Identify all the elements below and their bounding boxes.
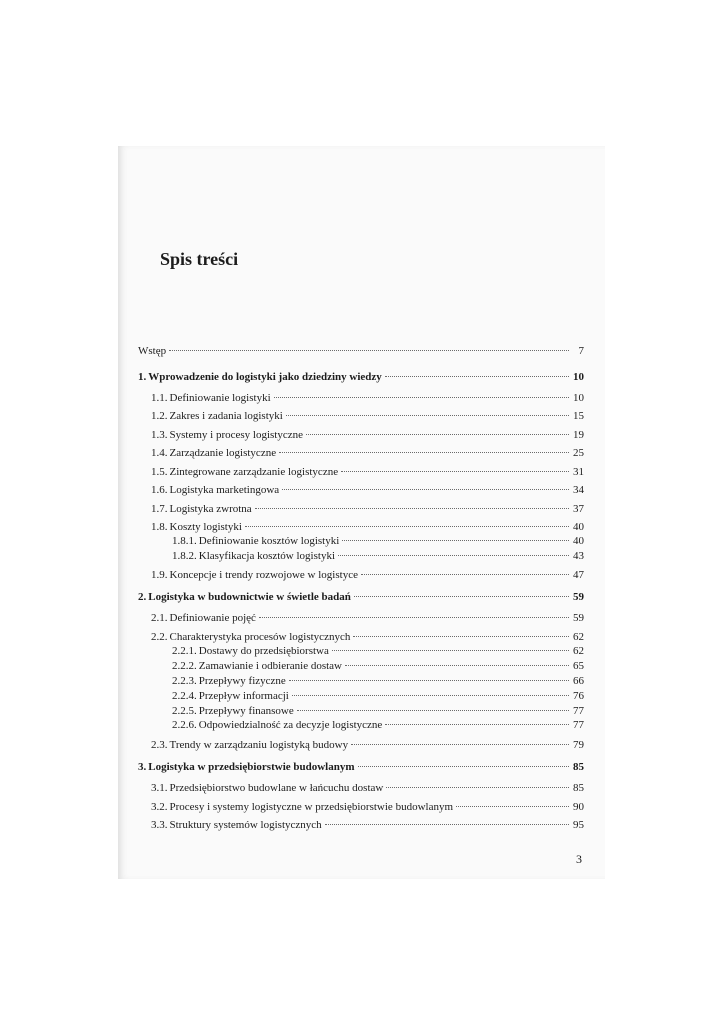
toc-entry-label: Wprowadzenie do logistyki jako dziedziny wiedzy: [148, 371, 382, 383]
toc-entry-page: 10: [573, 371, 584, 383]
toc-entry-page: 40: [573, 521, 584, 533]
toc-entry-label: Koncepcje i trendy rozwojowe w logistyce: [169, 569, 358, 581]
toc-leader-dots: [351, 744, 569, 745]
toc-leader-dots: [342, 540, 569, 541]
toc-entry-2-2-6: [172, 718, 584, 732]
toc-entry-number: 1.8.1.: [172, 535, 197, 547]
toc-entry-page: 15: [573, 410, 584, 422]
toc-entry-number: 1.3.: [151, 429, 168, 441]
toc-entry-label: Zakres i zadania logistyki: [169, 410, 283, 422]
toc-entry-number: 1.5.: [151, 466, 168, 478]
toc-entry-page: 59: [573, 591, 584, 603]
toc-entry-2-2-3: [172, 674, 584, 688]
toc-entry-label: Systemy i procesy logistyczne: [169, 429, 304, 441]
toc-entry-page: 47: [573, 569, 584, 581]
toc-entry-label: Struktury systemów logistycznych: [169, 819, 322, 831]
toc-leader-dots: [297, 710, 569, 711]
toc-chapter-3: [138, 760, 584, 774]
toc-entry-label: Przepływy fizyczne: [198, 675, 286, 687]
toc-entry-page: 10: [573, 392, 584, 404]
toc-entry-page: 85: [573, 761, 584, 773]
toc-entry-number: 3.2.: [151, 801, 168, 813]
toc-leader-dots: [385, 376, 569, 377]
toc-entry-number: 3.3.: [151, 819, 168, 831]
toc-entry-1-3: [151, 428, 584, 442]
toc-entry-label: Przepływy finansowe: [198, 705, 294, 717]
toc-entry-3-3: [151, 818, 584, 832]
toc-leader-dots: [245, 526, 569, 527]
toc-entry-label: Zintegrowane zarządzanie logistyczne: [169, 466, 339, 478]
toc-entry-number: 2.2.4.: [172, 690, 197, 702]
toc-entry-page: 7: [578, 345, 584, 357]
toc-leader-dots: [456, 806, 569, 807]
toc-entry-3-2: [151, 800, 584, 814]
toc-entry-number: 3.1.: [151, 782, 168, 794]
toc-leader-dots: [338, 555, 569, 556]
toc-entry-1-1: [151, 391, 584, 405]
toc-leader-dots: [274, 397, 569, 398]
toc-entry-number: 2.2.3.: [172, 675, 197, 687]
toc-leader-dots: [279, 452, 569, 453]
toc-leader-dots: [286, 415, 569, 416]
toc-leader-dots: [385, 724, 569, 725]
toc-entry-2-2-4: [172, 689, 584, 703]
toc-entry-page: 90: [573, 801, 584, 813]
toc-entry-label: Przedsiębiorstwo budowlane w łańcuchu dostaw: [169, 782, 384, 794]
toc-entry-number: 1.6.: [151, 484, 168, 496]
toc-entry-2-2-5: [172, 704, 584, 718]
toc-leader-dots: [289, 680, 569, 681]
toc-entry-page: 77: [573, 705, 584, 717]
toc-entry-1-7: [151, 502, 584, 516]
toc-entry-page: 62: [573, 645, 584, 657]
toc-leader-dots: [292, 695, 569, 696]
toc-leader-dots: [361, 574, 569, 575]
toc-entry-1-6: [151, 483, 584, 497]
toc-entry-2-2-1: [172, 644, 584, 658]
toc-entry-page: 85: [573, 782, 584, 794]
toc-entry-page: 19: [573, 429, 584, 441]
toc-entry-label: Charakterystyka procesów logistycznych: [169, 631, 351, 643]
toc-leader-dots: [358, 766, 569, 767]
toc-entry-number: 1.9.: [151, 569, 168, 581]
toc-entry-1-8: [151, 520, 584, 534]
toc-entry-page: 43: [573, 550, 584, 562]
toc-entry-number: 1.1.: [151, 392, 168, 404]
toc-entry-page: 77: [573, 719, 584, 731]
toc-entry-number: 2.2.5.: [172, 705, 197, 717]
toc-entry-number: 2.2.6.: [172, 719, 197, 731]
toc-leader-dots: [325, 824, 569, 825]
toc-entry-1-8-1: [172, 534, 584, 548]
toc-entry-number: 1.4.: [151, 447, 168, 459]
toc-entry-3-1: [151, 781, 584, 795]
toc-leader-dots: [332, 650, 569, 651]
toc-entry-1-2: [151, 409, 584, 423]
toc-entry-number: 1.8.: [151, 521, 168, 533]
toc-entry-page: 62: [573, 631, 584, 643]
toc-entry-number: 1.: [138, 371, 147, 383]
toc-entry-1-5: [151, 465, 584, 479]
toc-entry-label: Koszty logistyki: [169, 521, 242, 533]
toc-entry-page: 31: [573, 466, 584, 478]
toc-entry-label: Trendy w zarządzaniu logistyką budowy: [169, 739, 349, 751]
page-number: 3: [576, 852, 582, 866]
toc-entry-label: Zamawianie i odbieranie dostaw: [198, 660, 343, 672]
toc-entry-label: Przepływ informacji: [198, 690, 289, 702]
toc-entry-intro: [138, 344, 584, 358]
toc-leader-dots: [259, 617, 569, 618]
toc-entry-number: 2.2.: [151, 631, 168, 643]
toc-entry-label: Wstęp: [138, 345, 167, 357]
toc-entry-page: 40: [573, 535, 584, 547]
toc-entry-label: Definiowanie logistyki: [169, 392, 271, 404]
toc-entry-number: 1.8.2.: [172, 550, 197, 562]
toc-leader-dots: [169, 350, 569, 351]
toc-entry-2-2-2: [172, 659, 584, 673]
toc-entry-page: 95: [573, 819, 584, 831]
toc-entry-2-3: [151, 738, 584, 752]
toc-entry-label: Definiowanie kosztów logistyki: [198, 535, 340, 547]
toc-entry-2-2: [151, 630, 584, 644]
toc-entry-label: Zarządzanie logistyczne: [169, 447, 277, 459]
toc-entry-1-8-2: [172, 549, 584, 563]
toc-entry-label: Procesy i systemy logistyczne w przedsiębiorstwie budowlanym: [169, 801, 454, 813]
toc-entry-label: Logistyka w przedsiębiorstwie budowlanym: [148, 761, 355, 773]
toc-entry-page: 34: [573, 484, 584, 496]
toc-entry-page: 59: [573, 612, 584, 624]
toc-entry-number: 1.2.: [151, 410, 168, 422]
toc-leader-dots: [386, 787, 569, 788]
toc-entry-number: 1.7.: [151, 503, 168, 515]
toc-entry-number: 2.1.: [151, 612, 168, 624]
toc-entry-page: 37: [573, 503, 584, 515]
toc-chapter-2: [138, 590, 584, 604]
toc-leader-dots: [345, 665, 569, 666]
toc-entry-label: Klasyfikacja kosztów logistyki: [198, 550, 336, 562]
toc-entry-label: Definiowanie pojęć: [169, 612, 256, 624]
toc-entry-2-1: [151, 611, 584, 625]
toc-entry-page: 65: [573, 660, 584, 672]
toc-entry-label: Odpowiedzialność za decyzje logistyczne: [198, 719, 383, 731]
toc-chapter-1: [138, 370, 584, 384]
toc-entry-1-4: [151, 446, 584, 460]
page-title: Spis treści: [160, 249, 239, 269]
toc-entry-page: 79: [573, 739, 584, 751]
toc-leader-dots: [354, 596, 569, 597]
toc-entry-label: Logistyka marketingowa: [169, 484, 280, 496]
toc-leader-dots: [306, 434, 569, 435]
toc-entry-label: Dostawy do przedsiębiorstwa: [198, 645, 329, 657]
toc-entry-number: 2.3.: [151, 739, 168, 751]
toc-entry-number: 2.2.1.: [172, 645, 197, 657]
toc-leader-dots: [282, 489, 569, 490]
toc-leader-dots: [255, 508, 569, 509]
toc-entry-number: 2.: [138, 591, 147, 603]
toc-entry-page: 76: [573, 690, 584, 702]
toc-entry-label: Logistyka w budownictwie w świetle badań: [148, 591, 351, 603]
toc-entry-number: 3.: [138, 761, 147, 773]
toc-entry-number: 2.2.2.: [172, 660, 197, 672]
toc-leader-dots: [341, 471, 569, 472]
toc-entry-1-9: [151, 568, 584, 582]
toc-entry-page: 66: [573, 675, 584, 687]
toc-entry-page: 25: [573, 447, 584, 459]
toc-entry-label: Logistyka zwrotna: [169, 503, 252, 515]
toc-leader-dots: [353, 636, 569, 637]
